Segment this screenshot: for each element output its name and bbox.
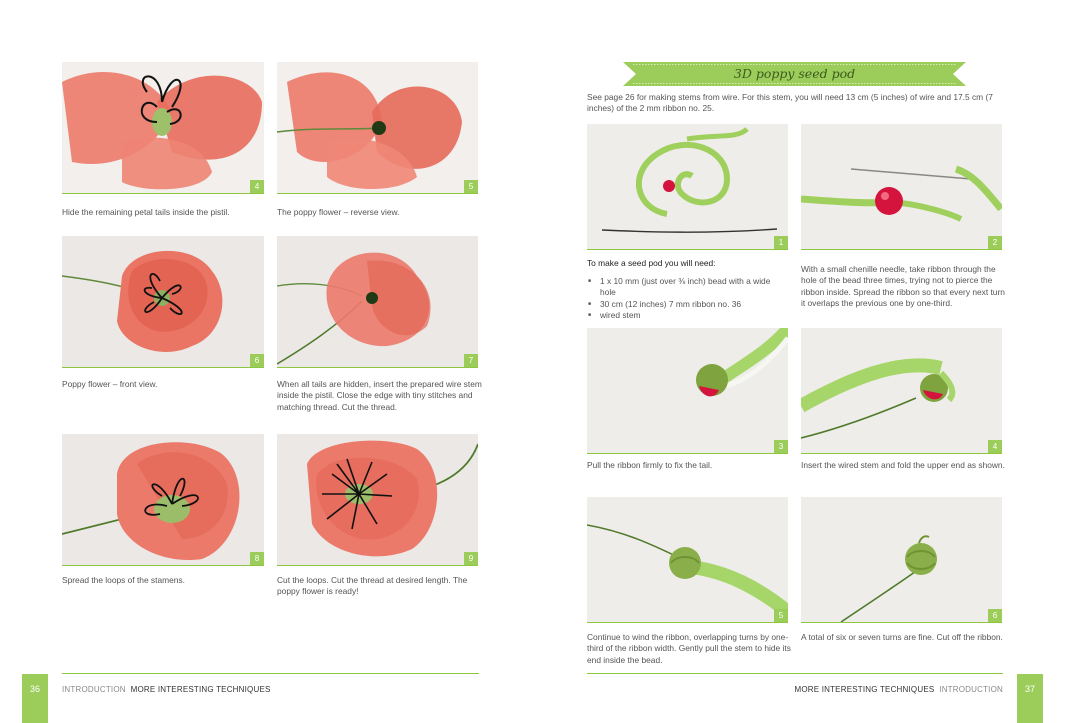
caption-step-5: The poppy flower – reverse view.: [277, 207, 400, 217]
caption-seedpod-step-5: Continue to wind the ribbon, overlapping turns by one-third of the ribbon width. Gently pull the stem to hide its end inside the bead.: [587, 632, 791, 665]
poppy-spread-stamens-image: [62, 434, 264, 565]
caption-step-7: When all tails are hidden, insert the prepared wire stem inside the pistil. Close the edge with tiny stitches and matching thread. Cut the thread.: [277, 379, 482, 412]
photo-step-6: [62, 236, 264, 368]
step-number: 9: [464, 552, 478, 565]
photo-step-4: [62, 62, 264, 194]
caption-seedpod-step-6: A total of six or seven turns are fine. Cut off the ribbon.: [801, 632, 1003, 642]
footer-chapter: MORE INTERESTING TECHNIQUES: [794, 685, 935, 694]
page-number-tab: 37: [1017, 674, 1043, 723]
intro-text: See page 26 for making stems from wire. For this stem, you will need 13 cm (5 inches) of wire and 17.5 cm (7 inches) of the 2 mm ribbon no. 25.: [587, 92, 993, 114]
step-number: 3: [774, 440, 788, 453]
step-number: 1: [774, 236, 788, 249]
poppy-front-image: [62, 236, 264, 367]
photo-seedpod-step-1: [587, 124, 788, 250]
photo-seedpod-step-3: [587, 328, 788, 454]
photo-seedpod-step-2: [801, 124, 1002, 250]
stem-inserted-image: [801, 328, 1002, 453]
needle-through-bead-image: [801, 124, 1002, 249]
step-number: 5: [464, 180, 478, 193]
poppy-reverse-image: [277, 62, 478, 193]
step-number: 4: [988, 440, 1002, 453]
poppy-ready-image: [277, 434, 478, 565]
materials-item: ■ 1 x 10 mm (just over ⅜ inch) bead with a wide hole: [587, 276, 782, 299]
materials-item: ■ 30 cm (12 inches) 7 mm ribbon no. 36: [587, 299, 782, 310]
photo-step-9: [277, 434, 478, 566]
footer-section: INTRODUCTION: [939, 685, 1003, 694]
step-number: 4: [250, 180, 264, 193]
caption-step-6: Poppy flower – front view.: [62, 379, 158, 389]
needs-heading: To make a seed pod you will need:: [587, 258, 716, 268]
step-number: 8: [250, 552, 264, 565]
finished-seed-pod-image: [801, 497, 1002, 622]
winding-ribbon-image: [587, 497, 788, 622]
running-footer: [794, 685, 1003, 694]
photo-seedpod-step-5: [587, 497, 788, 623]
photo-step-8: [62, 434, 264, 566]
ribbon-spiral-bead-image: [587, 124, 788, 249]
step-number: 6: [250, 354, 264, 367]
caption-step-4: Hide the remaining petal tails inside the pistil.: [62, 207, 230, 217]
caption-seedpod-step-2: With a small chenille needle, take ribbon through the hole of the bead three times, trying not to pierce the ribbon inside. Spread the ribbon so that every next turn it overlaps the previous one by one-third.: [801, 264, 1005, 308]
photo-seedpod-step-6: [801, 497, 1002, 623]
footer-divider: [62, 673, 479, 674]
caption-seedpod-step-3: Pull the ribbon firmly to fix the tail.: [587, 460, 713, 470]
step-number: 6: [988, 609, 1002, 622]
step-number: 2: [988, 236, 1002, 249]
step-number: 5: [774, 609, 788, 622]
step-number: 7: [464, 354, 478, 367]
footer-divider: [587, 673, 1003, 674]
photo-step-7: [277, 236, 478, 368]
ribbon-wrapped-bead-image: [587, 328, 788, 453]
poppy-stem-inserted-image: [277, 236, 478, 367]
caption-seedpod-step-4: Insert the wired stem and fold the upper end as shown.: [801, 460, 1005, 470]
footer-chapter: MORE INTERESTING TECHNIQUES: [130, 685, 271, 694]
photo-step-5: [277, 62, 478, 194]
caption-step-8: Spread the loops of the stamens.: [62, 575, 185, 585]
caption-step-9: Cut the loops. Cut the thread at desired length. The poppy flower is ready!: [277, 575, 468, 597]
section-title: 3D poppy seed pod: [733, 66, 856, 81]
running-footer: [62, 685, 271, 694]
materials-list: [587, 276, 782, 321]
footer-section: INTRODUCTION: [62, 685, 126, 694]
poppy-back-loops-image: [62, 62, 264, 193]
materials-item: ■ wired stem: [587, 310, 782, 321]
photo-seedpod-step-4: [801, 328, 1002, 454]
page-number-tab: 36: [22, 674, 48, 723]
